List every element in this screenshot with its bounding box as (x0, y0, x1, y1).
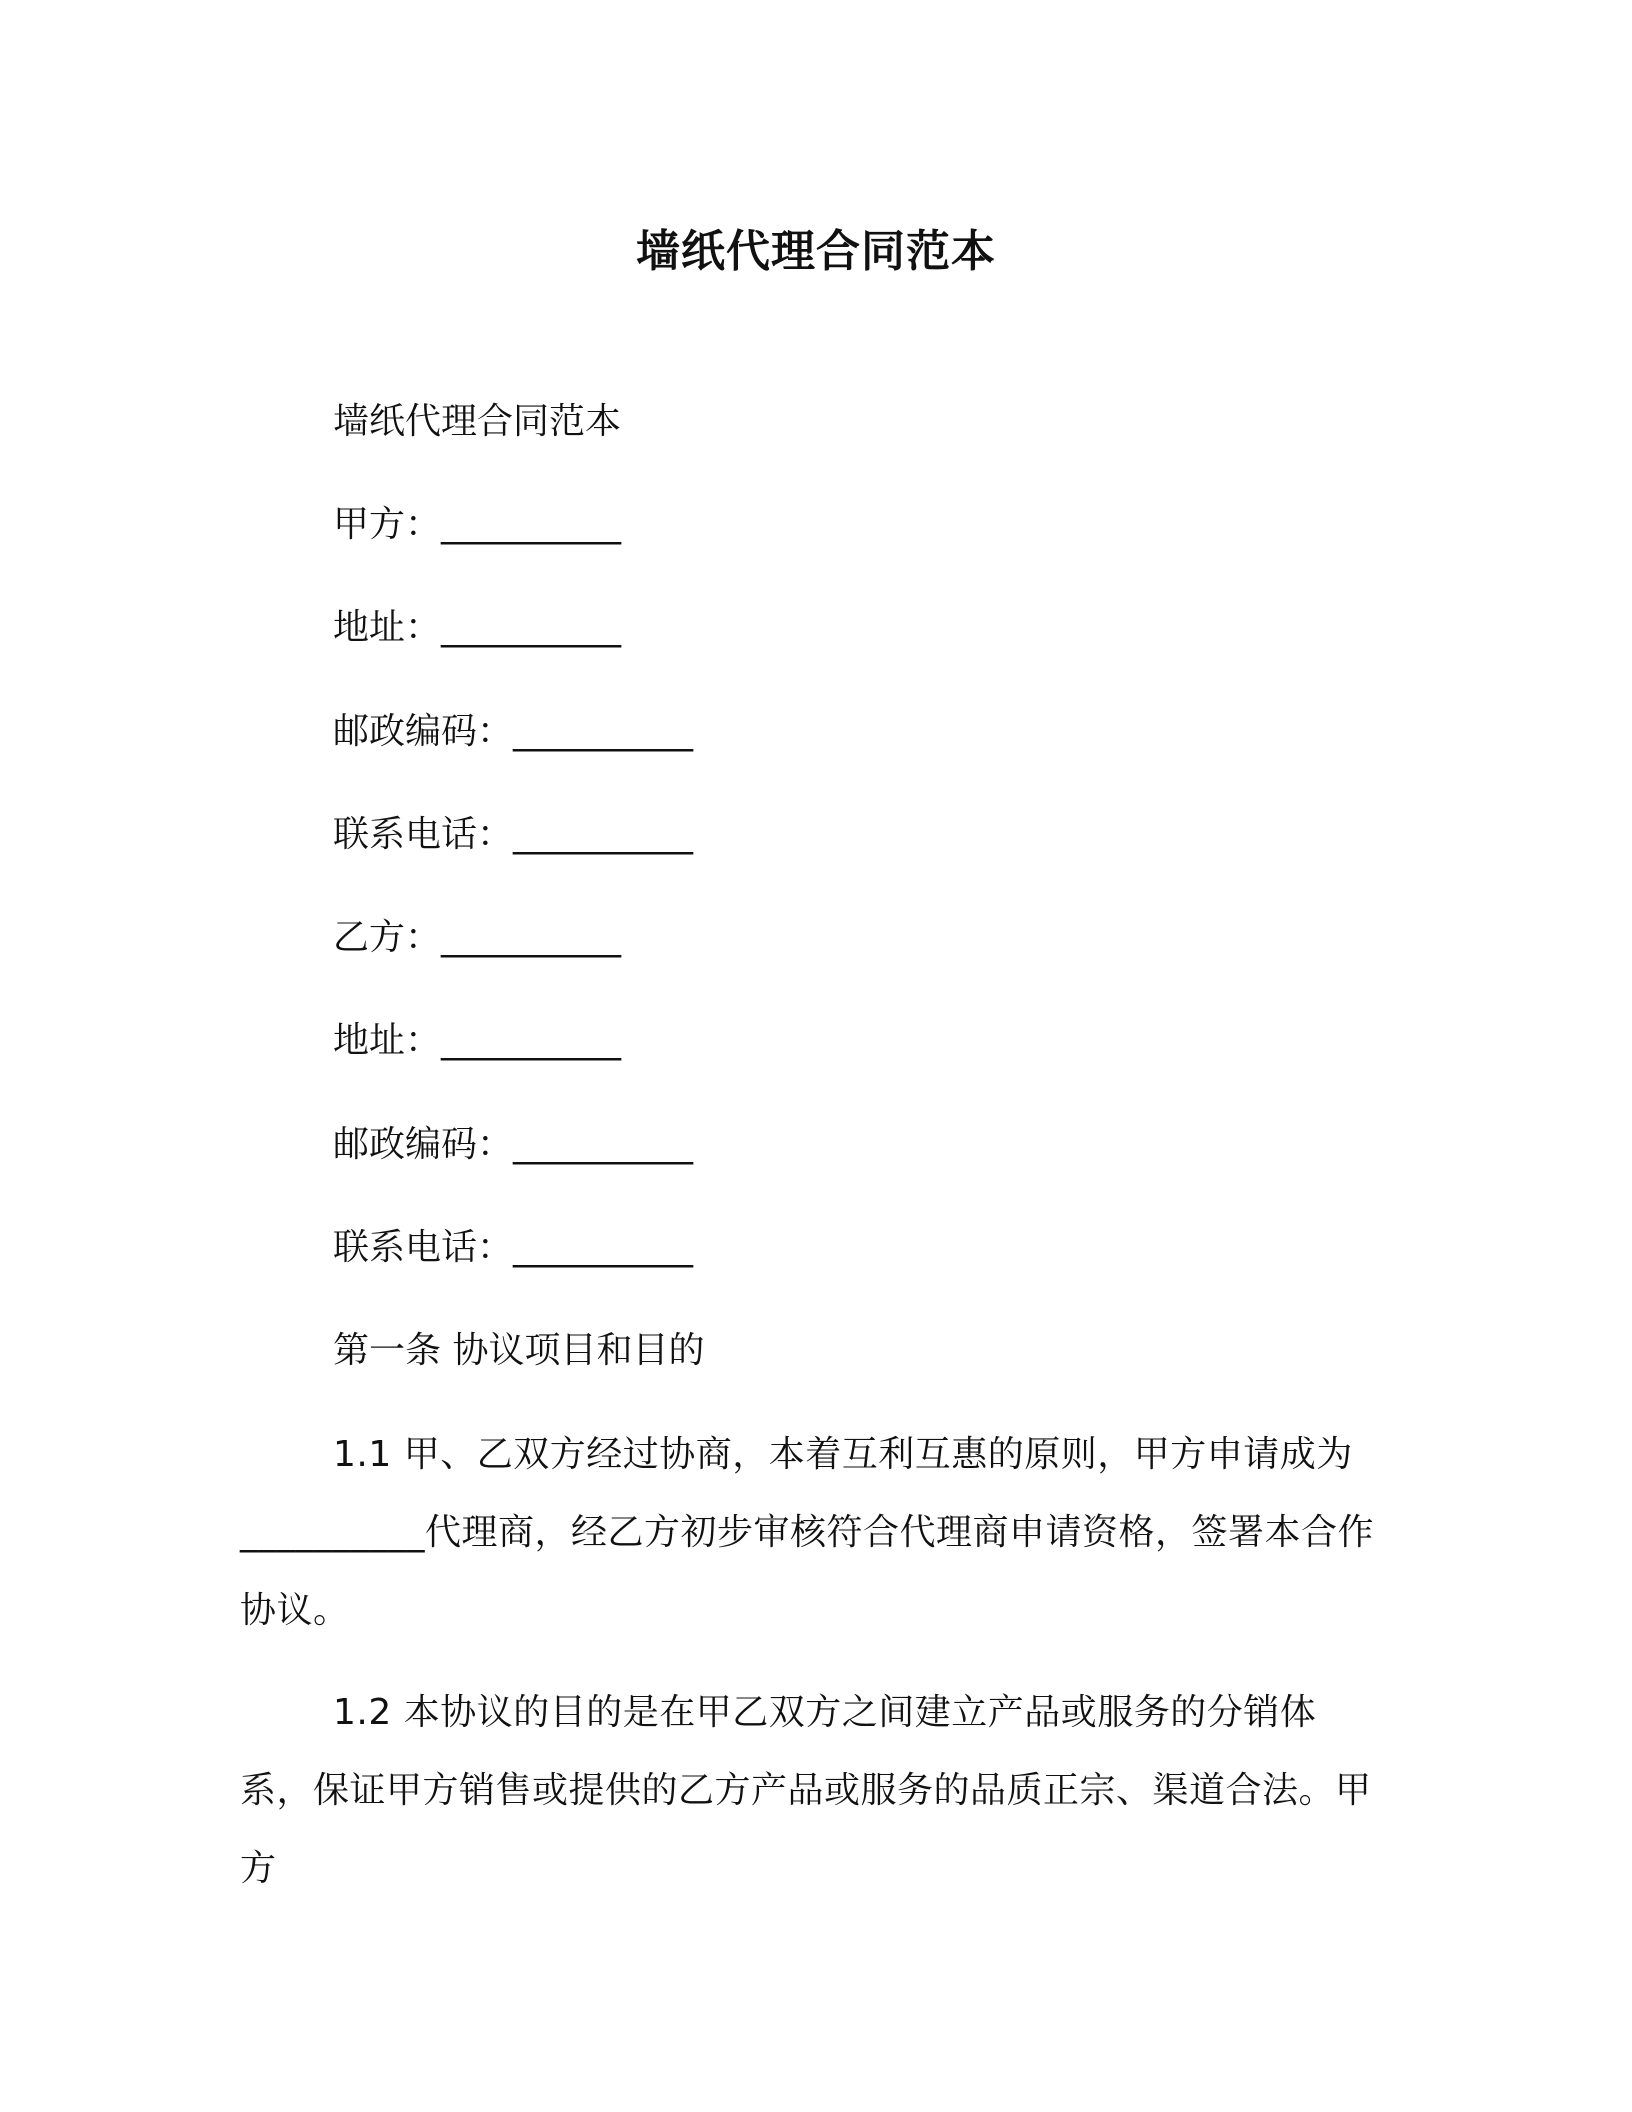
party-b-phone-line: 联系电话：__________ (333, 1227, 694, 1268)
party-b-name-line: 乙方：__________ (333, 917, 622, 958)
document-subtitle: 墙纸代理合同范本 (333, 401, 622, 442)
party-a-address-line: 地址：__________ (333, 607, 622, 648)
clause-1-2: 1.2 本协议的目的是在甲乙双方之间建立产品或服务的分销体系，保证甲方销售或提供的乙方产品或服务的品质正宗、渠道合法。甲方 (240, 1692, 1372, 1889)
party-a-postcode-line: 邮政编码：__________ (333, 711, 694, 752)
article-1-heading: 第一条 协议项目和目的 (333, 1330, 705, 1371)
party-b-postcode-line: 邮政编码：__________ (333, 1124, 694, 1165)
party-a-name-line: 甲方：__________ (333, 504, 622, 545)
party-a-phone-line: 联系电话：__________ (333, 814, 694, 855)
document-title: 墙纸代理合同范本 (636, 226, 996, 277)
clause-1-1: 1.1 甲、乙双方经过协商，本着互利互惠的原则，甲方申请成为__________代理商，经乙方初步审核符合代理商申请资格，签署本合作协议。 (240, 1434, 1375, 1631)
party-b-address-line: 地址：__________ (333, 1020, 622, 1061)
